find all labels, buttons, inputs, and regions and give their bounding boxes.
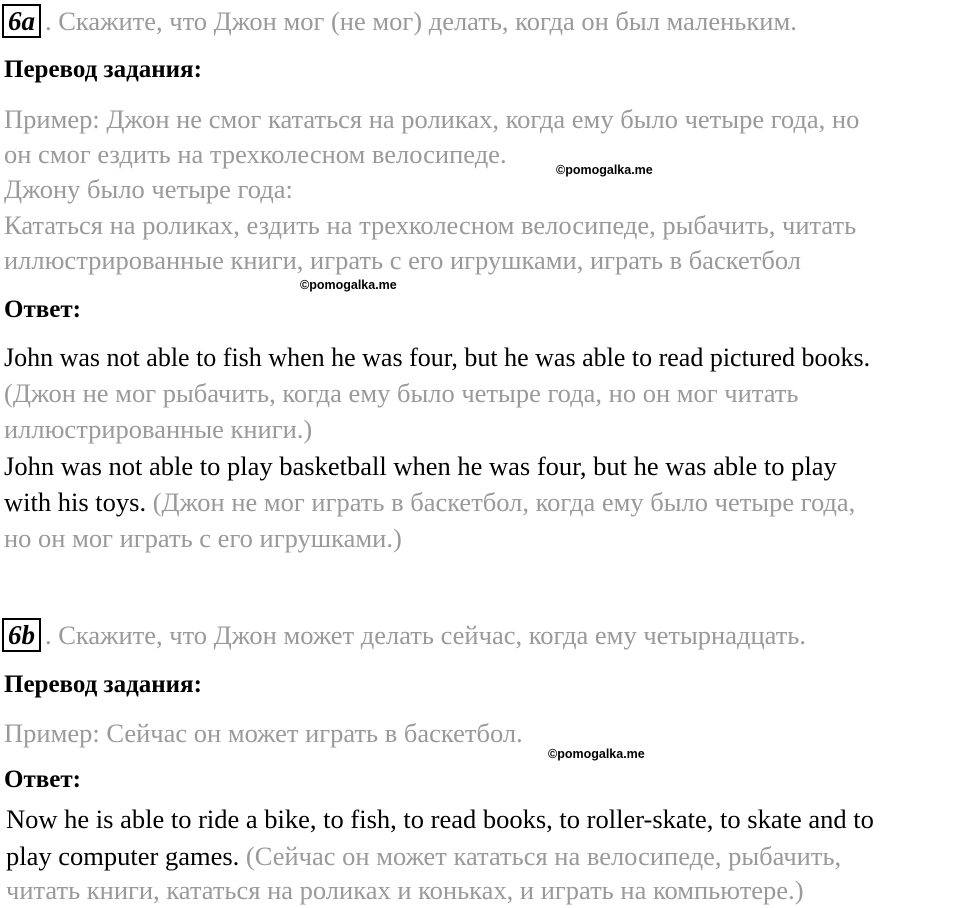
translation-6a-line-5: иллюстрированные книги, играть с его игрушками, играть в баскетбол [4, 245, 801, 275]
answer-6b-ru-line-2: (Сейчас он может кататься на велосипеде, рыбачить, [245, 841, 842, 871]
translation-6a-line-2: он смог ездить на трехколесном велосипеде. [4, 139, 507, 169]
translation-heading-6a: Перевод задания: [4, 56, 202, 83]
answer-6b-en-line-1: Now he is able to ride a bike, to fish, to read books, to roller-skate, to skate and to [6, 804, 874, 834]
task-6b-text: Скажите, что Джон может делать сейчас, когда ему четырнадцать. [58, 620, 807, 650]
task-6a-label: 6a [2, 4, 41, 38]
watermark: ©pomogalka.me [548, 747, 645, 761]
task-6b-label-dot: . [45, 620, 52, 650]
answer-6b-ru-line-3: читать книги, кататься на роликах и коньках, и играть на компьютере.) [6, 875, 804, 905]
answer-6a-2-ru-line-3: но он мог играть с его игрушками.) [4, 523, 402, 553]
answer-6a-1-ru-line-1: (Джон не мог рыбачить, когда ему было четыре года, но он мог читать [4, 378, 799, 408]
answer-6a-1-ru-line-2: иллюстрированные книги.) [4, 414, 313, 444]
task-6b-label: 6b [2, 618, 41, 652]
translation-6a-line-1: Пример: Джон не смог кататься на роликах, когда ему было четыре года, но [4, 104, 860, 134]
answer-6a-1-en: John was not able to fish when he was four, but he was able to read pictured books. [4, 343, 871, 372]
answer-6a-2-en-line-1: John was not able to play basketball when he was four, but he was able to play [4, 451, 837, 481]
watermark: ©pomogalka.me [300, 278, 397, 292]
answer-6b-en-line-2: play computer games. [6, 841, 240, 871]
answer-6b-line-2 [6, 838, 841, 874]
answer-heading-6a: Ответ: [4, 296, 81, 323]
answer-6a-2-en-line-2: with his toys. [4, 487, 147, 517]
watermark: ©pomogalka.me [556, 163, 653, 177]
task-6b-title [2, 617, 806, 653]
task-6a-label-dot: . [45, 6, 52, 36]
task-6a-title [2, 3, 797, 39]
translation-6b-line-1: Пример: Сейчас он может играть в баскетбол. [4, 718, 523, 748]
answer-6a-2-line-2 [4, 484, 855, 520]
answer-6a-2-ru-line-2: (Джон не мог играть в баскетбол, когда ему было четыре года, [152, 487, 856, 517]
translation-6a-line-4: Кататься на роликах, ездить на трехколесном велосипеде, рыбачить, читать [4, 210, 857, 240]
translation-6a-line-3: Джону было четыре года: [4, 174, 293, 204]
task-6a-text: Скажите, что Джон мог (не мог) делать, когда он был маленьким. [58, 6, 797, 36]
translation-heading-6b: Перевод задания: [4, 671, 202, 698]
answer-heading-6b: Ответ: [4, 766, 81, 793]
